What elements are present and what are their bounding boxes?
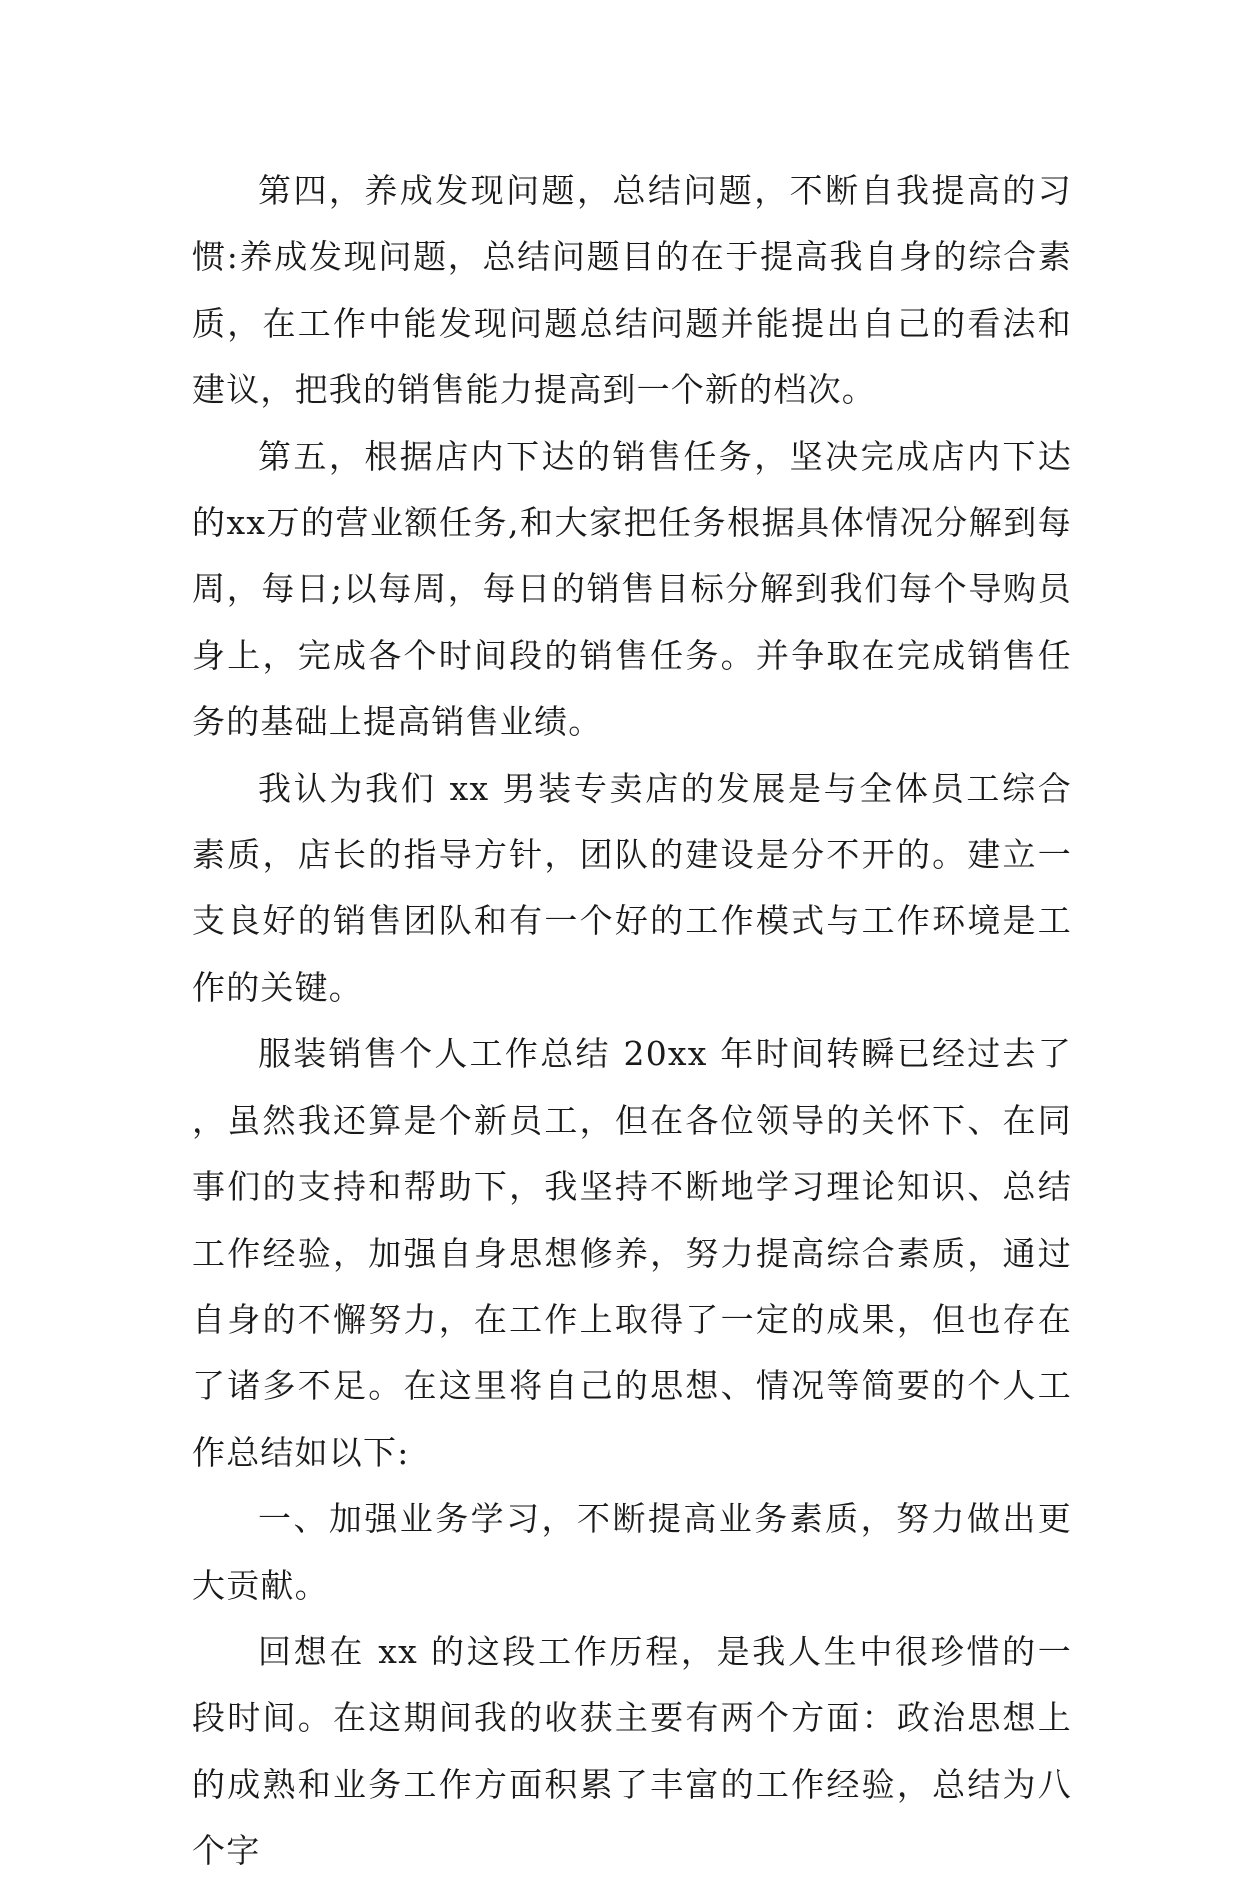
paragraph-sales-task: 第五，根据店内下达的销售任务，坚决完成店内下达的xx万的营业额任务,和大家把任务根据具体情况分解到每周，每日;以每周，每日的销售目标分解到我们每个导购员身上，完成各个时间段的销售任务。并争取在完成销售任务的基础上提高销售业绩。 (192, 436, 1072, 742)
paragraph-recollection: 回想在 xx 的这段工作历程，是我人生中很珍惜的一段时间。在这期间我的收获主要有两个方面：政治思想上的成熟和业务工作方面积累了丰富的工作经验，总结为八个字 (192, 1631, 1072, 1871)
document-body (192, 158, 1072, 1885)
paragraph-summary-intro: 服装销售个人工作总结 20xx 年时间转瞬已经过去了，虽然我还算是个新员工，但在各位领导的关怀下、在同事们的支持和帮助下，我坚持不断地学习理论知识、总结工作经验，加强自身思想修养，努力提高综合素质，通过自身的不懈努力，在工作上取得了一定的成果，但也存在了诸多不足。在这里将自己的思想、情况等简要的个人工作总结如以下: (192, 1034, 1072, 1472)
paragraph-store-development: 我认为我们 xx 男装专卖店的发展是与全体员工综合素质，店长的指导方针，团队的建设是分不开的。建立一支良好的销售团队和有一个好的工作模式与工作环境是工作的关键。 (192, 768, 1072, 1007)
paragraph-section-one-heading: 一、加强业务学习，不断提高业务素质，努力做出更大贡献。 (192, 1499, 1072, 1605)
paragraph-habit: 第四，养成发现问题，总结问题，不断自我提高的习惯:养成发现问题，总结问题目的在于提高我自身的综合素质，在工作中能发现问题总结问题并能提出自己的看法和建议，把我的销售能力提高到一个新的档次。 (192, 171, 1072, 410)
